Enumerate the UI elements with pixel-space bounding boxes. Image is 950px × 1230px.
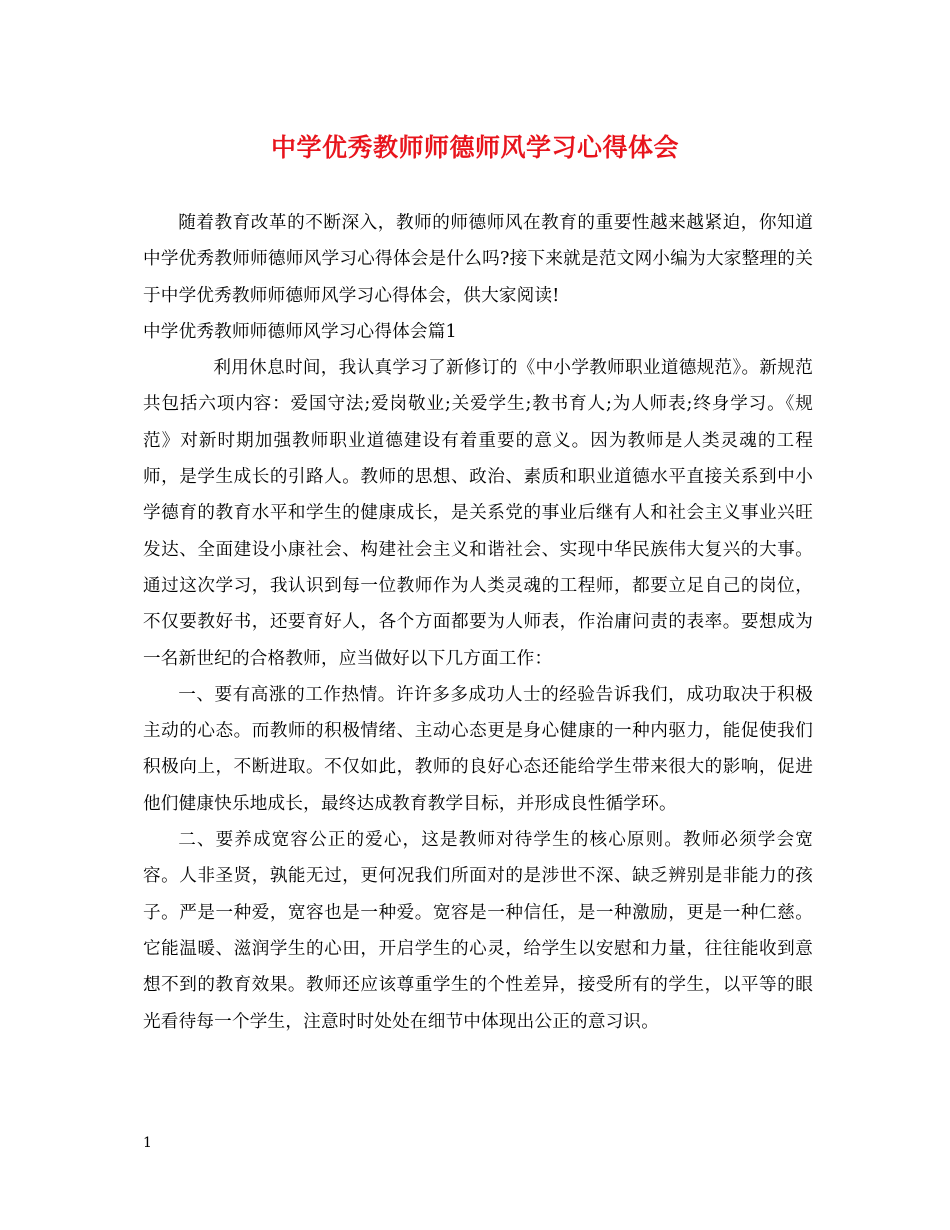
document-title: 中学优秀教师师德师风学习心得体会 [270, 133, 679, 162]
document-body [143, 205, 813, 1040]
body-paragraph-3: 二、要养成宽容公正的爱心，这是教师对待学生的核心原则。教师必须学会宽容。人非圣贤，孰能无过，更何况我们所面对的是涉世不深、缺乏辨别是非能力的孩子。严是一种爱，宽容也是一种爱。宽容是一种信任，是一种激励，更是一种仁慈。它能温暖、滋润学生的心田，开启学生的心灵，给学生以安慰和力量，往往能收到意想不到的教育效果。教师还应该尊重学生的个性差异，接受所有的学生，以平等的眼光看待每一个学生，注意时时处处在细节中体现出公正的意习识。 [143, 830, 813, 1032]
section-heading: 中学优秀教师师德师风学习心得体会篇1 [143, 321, 457, 342]
body-paragraph-1: 利用休息时间，我认真学习了新修订的《中小学教师职业道德规范》。新规范共包括六项内容：爱国守法;爱岗敬业;关爱学生;教书育人;为人师表;终身学习。《规范》对新时期加强教师职业道德建设有着重要的意义。因为教师是人类灵魂的工程师，是学生成长的引路人。教师的思想、政治、素质和职业道德水平直接关系到中小学德育的教育水平和学生的健康成长，是关系党的事业后继有人和社会主义事业兴旺发达、全面建设小康社会、构建社会主义和谐社会、实现中华民族伟大复兴的大事。通过这次学习，我认识到每一位教师作为人类灵魂的工程师，都要立足自己的岗位，不仅要教好书，还要育好人，各个方面都要为人师表，作治庸问责的表率。要想成为一名新世纪的合格教师，应当做好以下几方面工作： [143, 358, 813, 669]
body-paragraph-2: 一、要有高涨的工作热情。许许多多成功人士的经验告诉我们，成功取决于积极主动的心态。而教师的积极情绪、主动心态更是身心健康的一种内驱力，能促使我们积极向上，不断进取。不仅如此，教师的良好心态还能给学生带来很大的影响，促进他们健康快乐地成长，最终达成教育教学目标，并形成良性循学环。 [143, 684, 813, 814]
intro-paragraph: 随着教育改革的不断深入，教师的师德师风在教育的重要性越来越紧迫，你知道中学优秀教师师德师风学习心得体会是什么吗?接下来就是范文网小编为大家整理的关于中学优秀教师师德师风学习心得体会，供大家阅读! [143, 213, 813, 306]
page-number: 1 [143, 1135, 152, 1151]
